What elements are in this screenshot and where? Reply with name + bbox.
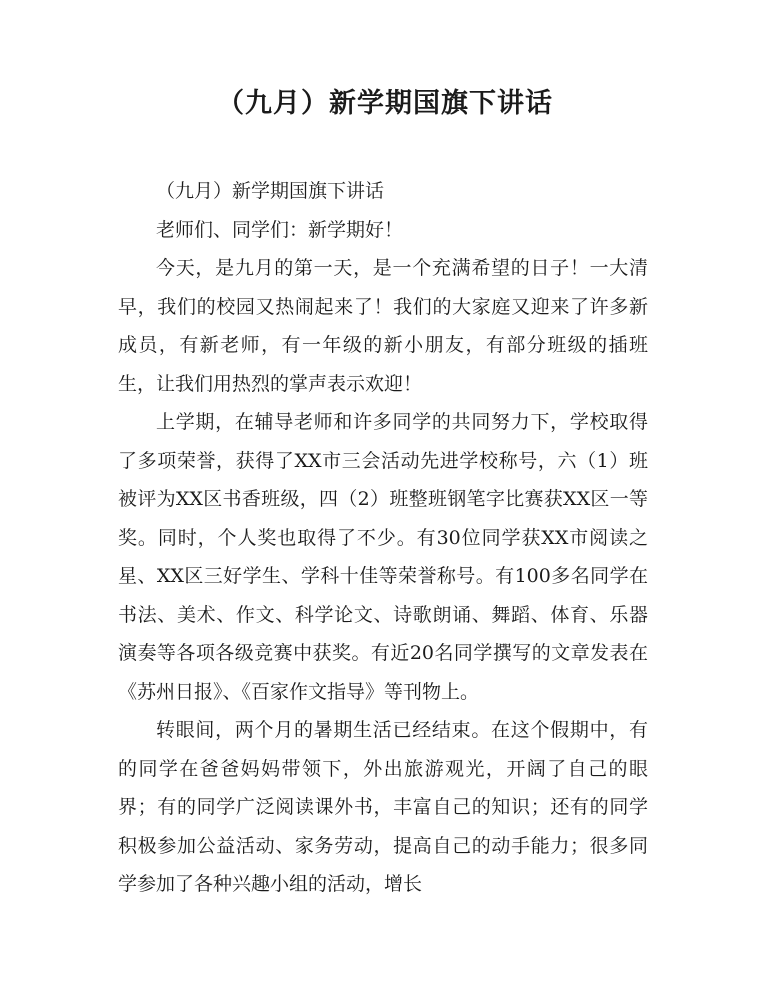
paragraph: 转眼间，两个月的暑期生活已经结束。在这个假期中，有的同学在爸爸妈妈带领下，外出旅游观光，开阔了自己的眼界；有的同学广泛阅读课外书，丰富自己的知识；还有的同学积极参加公益活动、家务劳动，提高自己的动手能力；很多同学参加了各种兴趣小组的活动，增长: [118, 719, 648, 895]
page-title: （九月）新学期国旗下讲话: [217, 88, 553, 119]
paragraph: 上学期，在辅导老师和许多同学的共同努力下，学校取得了多项荣誉，获得了XX市三会活动先进学校称号，六（1）班被评为XX区书香班级，四（2）班整班钢笔字比赛获XX区一等奖。同时，个人奖也取得了不少。有30位同学获XX市阅读之星、XX区三好学生、学科十佳等荣誉称号。有100多名同学在书法、美术、作文、科学论文、诗歌朗诵、舞蹈、体育、乐器演奏等各项各级竞赛中获奖。有近20名同学撰写的文章发表在《苏州日报》、《百家作文指导》等刊物上。: [118, 411, 648, 703]
paragraph-greeting: 老师们、同学们：新学期好！: [156, 218, 404, 241]
document-body: [118, 172, 648, 904]
paragraph: 今天，是九月的第一天，是一个充满希望的日子！一大清早，我们的校园又热闹起来了！我们的大家庭又迎来了许多新成员，有新老师，有一年级的新小朋友，有部分班级的插班生，让我们用热烈的掌声表示欢迎！: [118, 257, 648, 395]
paragraph-subtitle: （九月）新学期国旗下讲话: [156, 180, 385, 202]
